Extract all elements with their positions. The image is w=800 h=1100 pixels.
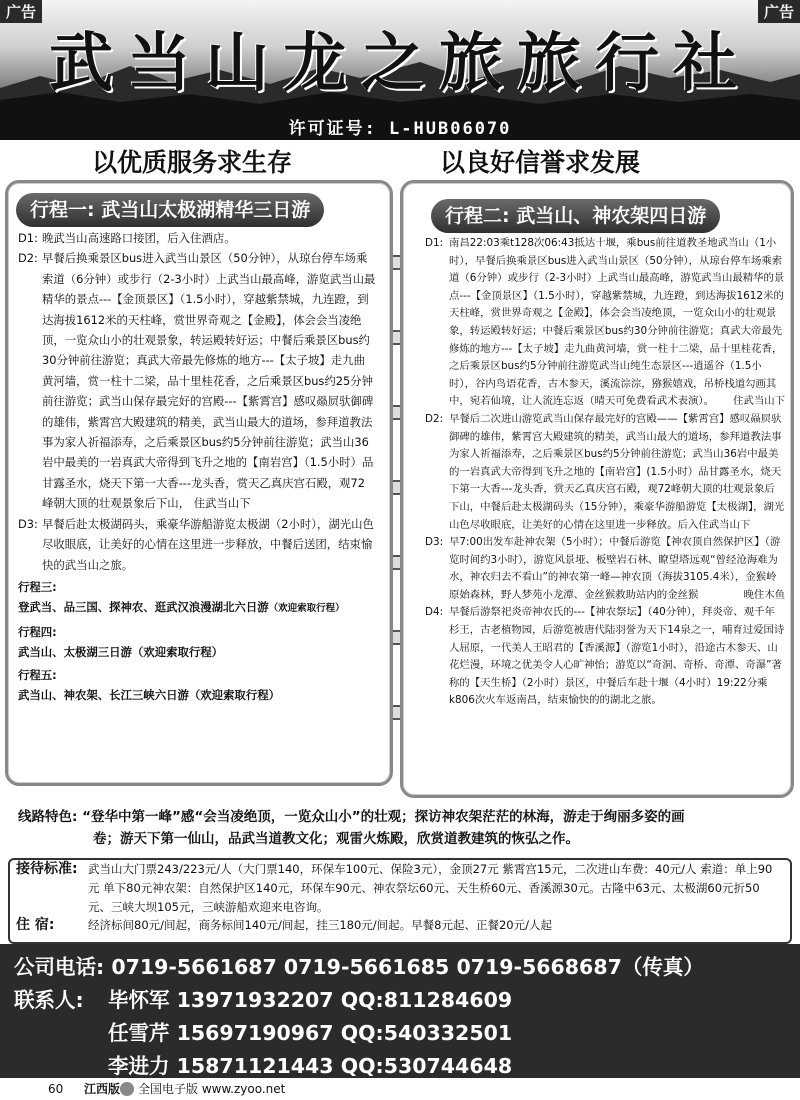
lodging-row [10,916,790,935]
day-text: 早餐后换乘景区bus进入武当山景区（50分钟），从琼台停车场乘索道（6分钟）或步行（2-3小时）上武当山最高峰，游览武当山最精华的景点---【金顶景区】（1.5小时），穿越紫禁城，九连蹬，到达海拔1612米的天柱峰，赏世界奇观之【金殿】，体会会当凌绝顶，一览众山小的壮观景象，转运殿转好运；中餐后乘景区bus约30分钟前往游览；真武大帝最先修炼的地方---【太子坡】走九曲黄河墙，赏一柱十二梁，品十里桂花香，之后乘景区bus约25分钟前往游览；武当山保存最完好的宫殿---【紫霄宫】感叹赑屃驮御碑的雄伟，紫霄宫大殿建筑的精美，武当山最大的道场，参拜道教法事为家人祈福添寿，之后乘景区bus约5分钟前往游览；武当山36岩中最美的一岩真武大帝得到飞升之地的【南岩宫】（1.5小时）品甘露圣水，烧天下第一大香---龙头香，赏天乙真庆宫石殿，观72峰朝大顶的壮观景象后下山， 住武当山下 [42,251,376,511]
day-label: D1: [425,237,444,249]
license-number: 许可证号: L-HUB06070 [0,118,800,140]
route-features [18,806,788,850]
day-label: D2: [18,251,38,266]
features-label: 线路特色: [18,809,78,825]
contact-person-3 [108,1049,512,1079]
trip2-day [425,411,785,534]
trip4-heading: 行程四: [18,624,57,639]
day-label: D3: [18,516,38,531]
slogan-right: 以良好信誉求发展 [440,148,641,177]
trip5-line: 武当山、神农架、长江三峡六日游（欢迎索取行程） [18,687,280,702]
trip3-heading: 行程三: [18,579,57,594]
contact-person-2 [108,1016,512,1046]
trip2-days [425,235,785,710]
website-link[interactable]: 全国电子版 www.zyoo.net [138,1082,286,1096]
person-phone: 15871121443 [176,1054,334,1078]
price-row [10,860,790,916]
ad-label-left: 广告 [0,0,42,23]
trip1-day [18,228,376,248]
day-label: D2: [425,412,444,425]
ad-label-right: 广告 [758,0,800,23]
day-label: D3: [425,536,444,549]
person-phone: 15697190967 [176,1021,334,1045]
day-text: 早餐后赴太极湖码头，乘豪华游船游览太极湖（2小时），湖光山色尽收眼底，让美好的心情在这里进一步释放，中餐后送团，结束愉快的武当山之旅。 [42,516,374,572]
features-text-2: 卷；游天下第一仙山，品武当道教文化；观雷火炼殿，欣赏道教建筑的恢弘之作。 [93,831,579,847]
day-body: 南昌22:03乘t128次06:43抵达十堰，乘bus前往道教圣地武当山（1小时），早餐后换乘景区bus进入武当山景区（50分钟），从琼台停车场乘索道（6分钟）或步行（2-3小时）上武当山最高峰，游览武当山最精华的景点---【金顶景区】（1.5小时），穿越紫禁城，九连蹬，到达海拔1612米的天柱峰，赏世界奇观之【金殿】，体会会当凌绝顶，一览众山小的壮观景象，转运殿转好运；中餐后乘景区bus约30分钟前往游览；真武大帝最先修炼的地方---【太子坡】走九曲黄河墙，赏一柱十二梁，品十里桂花香，之后乘景区bus约5分钟前往游览武当山纯生态景区---逍遥谷（1.5小时），谷内鸟语花香，古木参天，溪流淙淙，猕猴嬉戏，吊桥栈道勾画其中，宛若仙境，让人流连忘返（晴天可免费看武术表演）。 [449,237,785,408]
day-text [449,235,785,411]
day-lodging: 住武当山下 [733,395,785,408]
agency-name: 武当山龙之旅旅行社 [49,26,751,101]
day-text: 晚武当山高速路口接团，后入住酒店。 [42,231,236,245]
phone-label: 公司电话: [14,955,105,979]
features-text-1: “登华中第一峰”感“会当凌绝顶，一览众山小”的壮观；探访神农架茫茫的林海，游走于绚丽多姿的画 [82,809,685,825]
trip1-days [18,228,376,705]
slogans [0,143,800,175]
trip5-heading: 行程五: [18,667,57,682]
reception-standards [8,858,792,944]
day-lodging: 晚住木鱼 [743,588,785,601]
trip1-day [18,514,376,575]
lodging-text: 经济标间80元/间起，商务标间140元/间起，挂三180元/间起。早餐8元起、正餐20元/人起 [88,918,552,933]
header-banner [0,0,800,118]
day-label: D4: [425,606,444,619]
person-name: 李进力 [108,1054,170,1078]
trip3-line [18,597,376,619]
trip1-day [18,248,376,513]
day-body: 早7:00出发车赴神农架（5小时）；中餐后游览【神农顶自然保护区】（游览时间约3小时），游览风景垭、板壁岩石林、瞭望塔远观“曾经沧海难为水，神农归去不看山”的神农第一峰—神农顶（海拔3105.4米），金猴岭原始森林，野人梦苑小龙潭、金丝猴救助站内的金丝猴 [449,536,781,601]
day-text: 早餐后游祭祀炎帝神农氏的---【神农祭坛】（40分钟），拜炎帝、观千年杉王，古老植物园，后游览被唐代陆羽誉为天下14泉之一，哺育过爱国诗人屈原，一代美人王昭君的【香溪源】（游览1小时），沿途古木参天、山花烂漫，环境之优美令人心旷神怡；游览以“奇洞、奇桥、奇潭、奇瀑”著称的【天生桥】（2小时）景区，中餐后车赴十堰（4小时）19:22分乘k806次火车返南昌，结束愉快的的湖北之旅。 [449,606,785,707]
lodging-label: 住 宿: [16,917,55,934]
trip3-text: 登武当、品三国、探神农、逛武汉浪漫湖北六日游 [18,600,269,615]
itinerary-panel-two [400,180,794,798]
itinerary-panel-one [5,180,393,786]
magazine-logo-icon [120,1082,134,1096]
person-qq: QQ:811284609 [340,988,513,1012]
slogan-left: 以优质服务求生存 [92,148,293,177]
page-number: 60 [48,1082,64,1096]
person-phone: 13971932207 [176,988,334,1012]
trip1-title: 行程一: 武当山太极湖精华三日游 [16,193,324,227]
trip2-day [425,604,785,710]
trip2-day [425,235,785,411]
person-name: 毕怀军 [108,988,170,1012]
day-text: 早餐后二次进山游览武当山保存最完好的宫殿——【紫霄宫】感叹赑屃驮御碑的雄伟，紫霄宫大殿建筑的精美，武当山最大的道场，参拜道教法事为家人祈福添寿，之后乘景区bus约5分钟前往游览；武当山36岩中最美的一岩真武大帝得到飞升之地的【南岩宫】(1.5小时）品甘露圣水，烧天下第一大香---龙头香，赏天乙真庆宫石殿，观72峰朝大顶的壮观景象后下山，中餐后赴太极湖码头（15分钟），乘豪华游船游览【太极湖】，湖光山色尽收眼底，让美好的心情在这里进一步释放。后入住武当山下 [449,412,785,531]
contact-block [0,944,800,1078]
person-qq: QQ:540332501 [340,1021,513,1045]
trip4-line: 武当山、太极湖三日游（欢迎索取行程） [18,645,224,660]
page-footer [0,1078,800,1100]
person-qq: QQ:530744648 [340,1054,513,1078]
day-text [449,534,785,604]
day-label: D1: [18,231,38,245]
contact-person-1 [108,983,512,1013]
company-phone-row [14,950,704,980]
trip2-day [425,534,785,604]
contact-person-label: 联系人: [14,988,84,1012]
features-line-1 [18,806,788,828]
trip2-title: 行程二: 武当山、神农架四日游 [431,199,720,233]
standards-label: 接待标准: [16,861,78,877]
phone-numbers: 0719-5661687 0719-5661685 0719-5668687（传真） [111,955,704,979]
standards-text: 武当山大门票243/223元/人（大门票140，环保车100元、保险3元），金顶27元 紫霄宫15元，二次进山车费：40元/人 索道：单上90元 单下80元神农架：自然保护区140元，环保车90元、神农祭坛60元、天生桥60元、香溪源30元。古隆中63元、太极湖60元折50元、三峡大坝105元，三峡游船欢迎来电咨询。 [88,862,773,914]
edition-label: 江西版 [84,1082,121,1096]
person-name: 任雪芹 [108,1021,170,1045]
trip3-note: （欢迎索取行程） [268,603,345,615]
